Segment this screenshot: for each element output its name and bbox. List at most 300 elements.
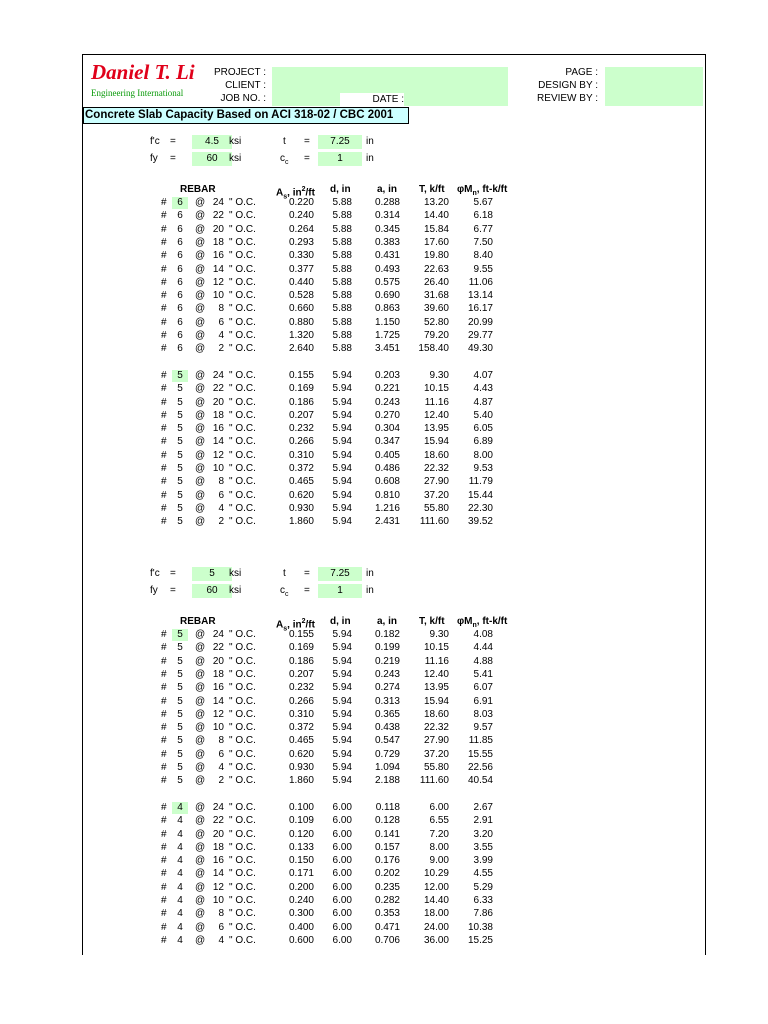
as-value: 0.930 (288, 762, 314, 773)
as-value: 0.880 (288, 316, 314, 328)
t-value: 12.00 (423, 881, 449, 893)
mn-value: 3.99 (473, 855, 493, 867)
row-at: @ (195, 762, 206, 773)
mn-value: 11.85 (468, 735, 493, 747)
bar-size: 5 (177, 516, 183, 528)
t-value: 37.20 (423, 489, 449, 501)
header-t: T, k/ft (419, 184, 445, 195)
row-hash: # (161, 708, 167, 720)
spacing-value: 20 (212, 223, 224, 235)
fy-unit: ksi (229, 153, 242, 164)
spacing-value: 2 (218, 343, 224, 355)
as-value: 0.232 (288, 682, 314, 694)
cc-subscript: c (285, 159, 289, 166)
bar-size: 5 (177, 695, 183, 707)
t-value: 39.60 (423, 303, 449, 315)
t-value: 52.80 (423, 316, 449, 328)
a-value: 0.471 (374, 921, 400, 933)
bar-size-input[interactable]: 5 (172, 370, 188, 382)
spacing-value: 12 (212, 881, 224, 893)
fy-input[interactable] (192, 584, 232, 598)
row-hash: # (161, 449, 167, 461)
cc-input[interactable] (318, 152, 362, 166)
d-value: 5.94 (332, 369, 352, 381)
d-value: 5.88 (332, 236, 352, 248)
row-at: @ (195, 396, 206, 408)
as-value: 0.100 (288, 801, 314, 813)
design-by-label: DESIGN BY : (538, 80, 598, 91)
row-hash: # (161, 921, 167, 933)
row-at: @ (195, 290, 206, 302)
row-at: @ (195, 881, 206, 893)
t-value: 9.30 (429, 629, 449, 640)
row-oc: " O.C. (229, 868, 256, 880)
d-value: 5.94 (332, 708, 352, 720)
cc-subscript: c (285, 591, 289, 598)
row-oc: " O.C. (229, 369, 256, 381)
row-hash: # (161, 316, 167, 328)
a-value: 0.706 (374, 934, 400, 946)
row-oc: " O.C. (229, 343, 256, 355)
d-value: 6.00 (332, 855, 352, 867)
row-at: @ (195, 197, 206, 208)
a-value: 0.243 (374, 396, 400, 408)
d-value: 5.88 (332, 343, 352, 355)
t-value: 17.60 (423, 236, 449, 248)
row-oc: " O.C. (229, 722, 256, 734)
as-value: 0.207 (288, 668, 314, 680)
row-oc: " O.C. (229, 801, 256, 813)
spacing-value: 22 (212, 383, 224, 395)
bar-size: 5 (177, 409, 183, 421)
row-at: @ (195, 502, 206, 514)
d-value: 6.00 (332, 921, 352, 933)
row-hash: # (161, 881, 167, 893)
a-value: 2.431 (374, 516, 400, 528)
as-value: 0.264 (288, 223, 314, 235)
t-value: 7.20 (429, 828, 449, 840)
t-value: 14.40 (423, 895, 449, 906)
d-value: 5.88 (332, 330, 352, 341)
d-value: 5.94 (332, 383, 352, 395)
t-value: 55.80 (423, 762, 449, 773)
as-value: 0.620 (288, 489, 314, 501)
a-value: 0.345 (374, 223, 400, 235)
row-oc: " O.C. (229, 463, 256, 474)
cc-input[interactable] (318, 584, 362, 598)
row-oc: " O.C. (229, 436, 256, 448)
row-oc: " O.C. (229, 895, 256, 906)
mn-value: 6.05 (473, 423, 493, 435)
row-at: @ (195, 868, 206, 880)
t-eq: = (304, 136, 310, 147)
bar-size-input[interactable]: 4 (172, 802, 188, 814)
bar-size: 5 (177, 668, 183, 680)
row-hash: # (161, 436, 167, 448)
date-input[interactable] (407, 93, 508, 106)
row-hash: # (161, 223, 167, 235)
a-value: 0.547 (374, 735, 400, 747)
row-oc: " O.C. (229, 476, 256, 488)
t-value: 7.25 (330, 568, 350, 579)
mn-value: 6.07 (473, 682, 493, 694)
as-value: 0.171 (288, 868, 314, 880)
a-value: 3.451 (374, 343, 400, 355)
t-value: 19.80 (423, 250, 449, 262)
as-value: 0.300 (288, 908, 314, 920)
as-value: 0.600 (288, 934, 314, 946)
a-value: 0.405 (374, 449, 400, 461)
spacing-value: 14 (212, 868, 224, 880)
row-oc: " O.C. (229, 668, 256, 680)
row-oc: " O.C. (229, 502, 256, 514)
row-at: @ (195, 735, 206, 747)
spacing-value: 18 (212, 841, 224, 853)
t-value: 27.90 (423, 476, 449, 488)
as-value: 0.155 (288, 369, 314, 381)
bar-size: 5 (177, 642, 183, 654)
row-hash: # (161, 250, 167, 262)
row-oc: " O.C. (229, 250, 256, 262)
row-hash: # (161, 516, 167, 528)
row-at: @ (195, 223, 206, 235)
d-value: 6.00 (332, 881, 352, 893)
fy-eq: = (170, 153, 176, 164)
page-design-review-input[interactable] (605, 67, 703, 106)
bar-size: 4 (177, 881, 183, 893)
d-value: 6.00 (332, 801, 352, 813)
fy-input[interactable] (192, 152, 232, 166)
row-hash: # (161, 303, 167, 315)
t-unit: in (366, 568, 374, 579)
bar-size: 5 (177, 735, 183, 747)
header-rebar: REBAR (180, 616, 216, 627)
spacing-value: 2 (218, 775, 224, 787)
bar-size: 6 (177, 290, 183, 302)
row-hash: # (161, 409, 167, 421)
mn-value: 39.52 (467, 516, 493, 528)
a-value: 0.729 (374, 748, 400, 760)
mn-value: 4.87 (473, 396, 493, 408)
row-oc: " O.C. (229, 396, 256, 408)
spacing-value: 6 (218, 921, 224, 933)
mn-value: 29.77 (467, 330, 493, 341)
row-oc: " O.C. (229, 197, 256, 208)
as-value: 0.240 (288, 210, 314, 222)
row-at: @ (195, 276, 206, 288)
row-oc: " O.C. (229, 655, 256, 667)
d-value: 5.88 (332, 316, 352, 328)
bar-size-input[interactable]: 6 (172, 197, 188, 209)
header-d: d, in (330, 184, 351, 195)
d-value: 5.94 (332, 449, 352, 461)
a-value: 0.221 (374, 383, 400, 395)
spacing-value: 10 (212, 290, 224, 302)
d-value: 5.88 (332, 263, 352, 275)
bar-size: 6 (177, 276, 183, 288)
bar-size: 4 (177, 868, 183, 880)
row-oc: " O.C. (229, 276, 256, 288)
d-value: 5.94 (332, 629, 352, 640)
fy-value: 60 (206, 585, 218, 596)
d-value: 5.94 (332, 489, 352, 501)
row-at: @ (195, 210, 206, 222)
mn-value: 20.99 (467, 316, 493, 328)
spacing-value: 20 (212, 828, 224, 840)
row-hash: # (161, 276, 167, 288)
fc-label: f'c (150, 136, 160, 147)
d-value: 6.00 (332, 841, 352, 853)
row-oc: " O.C. (229, 449, 256, 461)
row-hash: # (161, 197, 167, 208)
as-value: 0.528 (288, 290, 314, 302)
row-at: @ (195, 642, 206, 654)
row-hash: # (161, 343, 167, 355)
spacing-value: 22 (212, 642, 224, 654)
d-value: 5.88 (332, 223, 352, 235)
t-value: 111.60 (419, 516, 449, 528)
bar-size: 5 (177, 463, 183, 474)
row-hash: # (161, 668, 167, 680)
a-value: 0.288 (374, 197, 400, 208)
bar-size: 5 (177, 682, 183, 694)
as-value: 0.109 (288, 815, 314, 827)
as-value: 0.169 (288, 642, 314, 654)
bar-size: 5 (177, 489, 183, 501)
as-value: 0.310 (288, 708, 314, 720)
mn-value: 5.41 (473, 668, 493, 680)
mn-value: 11.06 (468, 276, 493, 288)
spacing-value: 10 (212, 895, 224, 906)
mn-value: 8.00 (473, 449, 493, 461)
as-value: 0.133 (288, 841, 314, 853)
as-value: 0.465 (288, 476, 314, 488)
mn-value: 6.18 (473, 210, 493, 222)
fc-input[interactable] (192, 567, 232, 581)
row-at: @ (195, 934, 206, 946)
row-hash: # (161, 735, 167, 747)
header-a: a, in (377, 184, 398, 195)
d-value: 5.94 (332, 396, 352, 408)
as-value: 0.186 (288, 396, 314, 408)
t-value: 55.80 (423, 502, 449, 514)
bar-size: 5 (177, 655, 183, 667)
row-oc: " O.C. (229, 316, 256, 328)
mn-value: 9.57 (473, 722, 493, 734)
row-oc: " O.C. (229, 236, 256, 248)
as-value: 0.120 (288, 828, 314, 840)
row-at: @ (195, 722, 206, 734)
d-value: 5.94 (332, 409, 352, 421)
a-value: 0.347 (374, 436, 400, 448)
spacing-value: 14 (212, 263, 224, 275)
mn-value: 7.50 (473, 236, 493, 248)
row-at: @ (195, 343, 206, 355)
spacing-value: 8 (218, 908, 224, 920)
bar-size: 6 (177, 303, 183, 315)
a-value: 0.274 (374, 682, 400, 694)
fc-input[interactable] (192, 135, 232, 149)
row-at: @ (195, 921, 206, 933)
t-input[interactable] (318, 567, 362, 581)
spacing-value: 4 (218, 934, 224, 946)
a-value: 1.094 (374, 762, 400, 773)
row-hash: # (161, 855, 167, 867)
t-value: 37.20 (423, 748, 449, 760)
row-oc: " O.C. (229, 223, 256, 235)
a-value: 0.313 (374, 695, 400, 707)
mn-value: 4.55 (473, 868, 493, 880)
row-oc: " O.C. (229, 775, 256, 787)
row-at: @ (195, 516, 206, 528)
mn-value: 4.88 (473, 655, 493, 667)
t-value: 31.68 (423, 290, 449, 302)
t-value: 6.55 (429, 815, 449, 827)
row-at: @ (195, 369, 206, 381)
spacing-value: 6 (218, 489, 224, 501)
d-value: 5.94 (332, 476, 352, 488)
as-value: 0.232 (288, 423, 314, 435)
t-value: 13.95 (423, 423, 449, 435)
row-hash: # (161, 396, 167, 408)
bar-size: 6 (177, 343, 183, 355)
row-oc: " O.C. (229, 682, 256, 694)
header-rebar: REBAR (180, 184, 216, 195)
bar-size-input[interactable]: 5 (172, 629, 188, 641)
row-hash: # (161, 682, 167, 694)
row-hash: # (161, 642, 167, 654)
bar-size: 4 (177, 921, 183, 933)
cc-value: 1 (337, 153, 343, 164)
a-value: 0.431 (374, 250, 400, 262)
d-value: 6.00 (332, 934, 352, 946)
t-value: 22.63 (423, 263, 449, 275)
mn-value: 15.25 (467, 934, 493, 946)
row-oc: " O.C. (229, 908, 256, 920)
fc-unit: ksi (229, 568, 242, 579)
a-value: 0.383 (374, 236, 400, 248)
fc-unit: ksi (229, 136, 242, 147)
as-value: 0.207 (288, 409, 314, 421)
spacing-value: 14 (212, 436, 224, 448)
bar-size: 6 (177, 236, 183, 248)
row-hash: # (161, 476, 167, 488)
d-value: 5.94 (332, 423, 352, 435)
a-value: 0.199 (374, 642, 400, 654)
spacing-value: 6 (218, 316, 224, 328)
row-at: @ (195, 250, 206, 262)
row-hash: # (161, 934, 167, 946)
row-at: @ (195, 383, 206, 395)
fy-label: fy (150, 585, 158, 596)
mn-value: 7.86 (473, 908, 493, 920)
row-at: @ (195, 263, 206, 275)
mn-value: 4.44 (473, 642, 493, 654)
a-value: 0.219 (374, 655, 400, 667)
d-value: 5.94 (332, 722, 352, 734)
fc-eq: = (170, 568, 176, 579)
t-value: 27.90 (423, 735, 449, 747)
as-value: 0.372 (288, 463, 314, 474)
as-value: 0.310 (288, 449, 314, 461)
header-t: T, k/ft (419, 616, 445, 627)
as-value: 0.372 (288, 722, 314, 734)
cc-value: 1 (337, 585, 343, 596)
t-input[interactable] (318, 135, 362, 149)
bar-size: 5 (177, 423, 183, 435)
bar-size: 6 (177, 250, 183, 262)
t-unit: in (366, 136, 374, 147)
row-at: @ (195, 629, 206, 640)
row-oc: " O.C. (229, 708, 256, 720)
as-value: 0.293 (288, 236, 314, 248)
fy-label: fy (150, 153, 158, 164)
mn-value: 13.14 (467, 290, 493, 302)
mn-value: 4.08 (473, 629, 493, 640)
bar-size: 5 (177, 396, 183, 408)
mn-value: 40.54 (467, 775, 493, 787)
date-label: DATE : (340, 93, 404, 106)
as-value: 1.860 (288, 516, 314, 528)
row-at: @ (195, 748, 206, 760)
spacing-value: 8 (218, 735, 224, 747)
row-hash: # (161, 383, 167, 395)
a-value: 0.314 (374, 210, 400, 222)
mn-value: 9.55 (473, 263, 493, 275)
row-at: @ (195, 708, 206, 720)
spacing-value: 24 (212, 369, 224, 381)
mn-value: 3.20 (473, 828, 493, 840)
bar-size: 5 (177, 383, 183, 395)
t-value: 18.60 (423, 449, 449, 461)
t-value: 8.00 (429, 841, 449, 853)
bar-size: 4 (177, 908, 183, 920)
row-oc: " O.C. (229, 409, 256, 421)
row-hash: # (161, 629, 167, 640)
t-value: 26.40 (423, 276, 449, 288)
cc-unit: in (366, 585, 374, 596)
as-value: 0.169 (288, 383, 314, 395)
spacing-value: 22 (212, 210, 224, 222)
fc-value: 4.5 (205, 136, 219, 147)
row-at: @ (195, 801, 206, 813)
bar-size: 5 (177, 436, 183, 448)
mn-value: 4.07 (473, 369, 493, 381)
a-value: 0.128 (374, 815, 400, 827)
row-at: @ (195, 476, 206, 488)
mn-value: 2.67 (473, 801, 493, 813)
mn-value: 6.33 (473, 895, 493, 906)
header-phi-mn: $\varphi M_n$, ft-k/ft (457, 616, 508, 629)
a-value: 0.486 (374, 463, 400, 474)
d-value: 5.94 (332, 775, 352, 787)
row-hash: # (161, 423, 167, 435)
row-oc: " O.C. (229, 815, 256, 827)
header-phi-mn: $\varphi M_n$, ft-k/ft (457, 184, 508, 197)
row-oc: " O.C. (229, 828, 256, 840)
row-hash: # (161, 330, 167, 341)
as-value: 0.440 (288, 276, 314, 288)
t-value: 22.32 (423, 722, 449, 734)
t-value: 22.32 (423, 463, 449, 474)
t-value: 15.94 (423, 436, 449, 448)
row-hash: # (161, 895, 167, 906)
a-value: 0.141 (374, 828, 400, 840)
bar-size: 4 (177, 934, 183, 946)
a-value: 0.157 (374, 841, 400, 853)
as-value: 0.660 (288, 303, 314, 315)
t-value: 13.95 (423, 682, 449, 694)
